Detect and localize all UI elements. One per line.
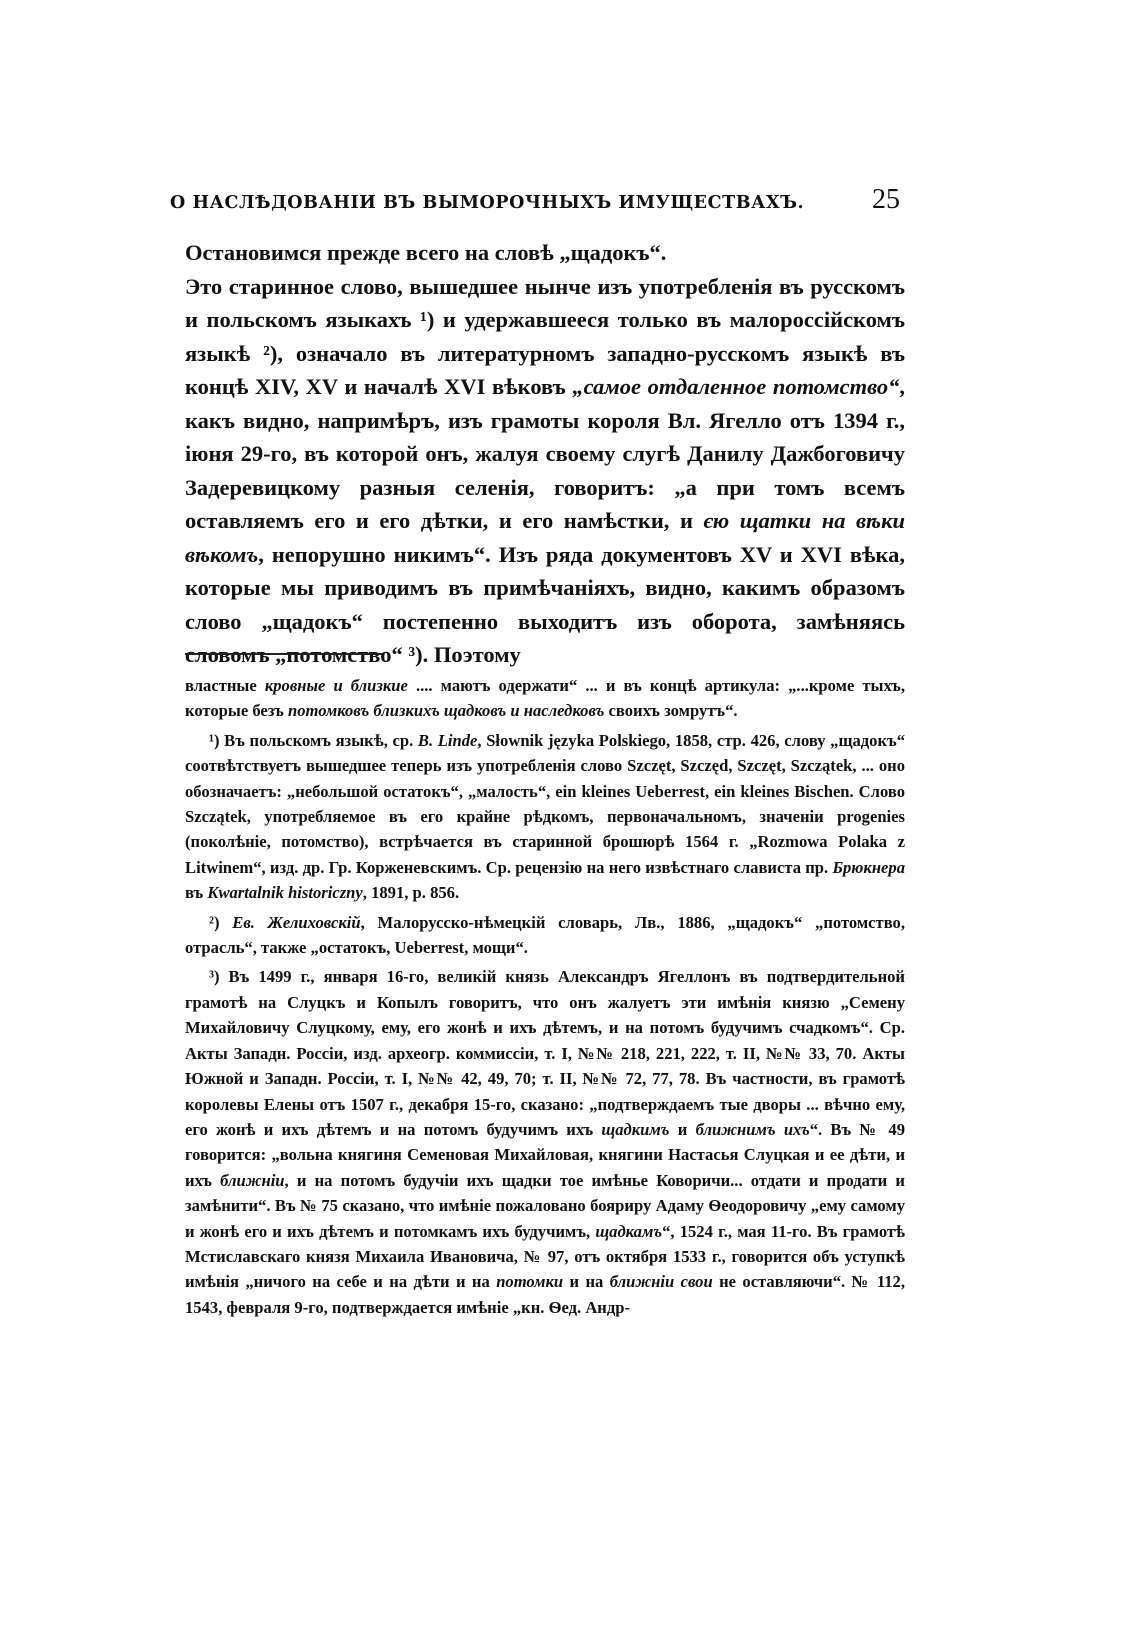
footnote-continuation bbox=[185, 673, 905, 724]
paragraph-2-part-e: , непорушно никимъ“. Изъ ряда документовъ XV и XVI вѣка, которые мы приводимъ въ примѣчаніяхъ, видно, какимъ образомъ слово „щадокъ“ постепенно выходитъ изъ оборота, замѣняясь словомъ „потомство“ ³). Поэтому bbox=[185, 541, 905, 667]
running-header bbox=[170, 184, 900, 216]
note3-part-a: ³) Въ 1499 г., января 16-го, великій князь Александръ Ягеллонъ въ подтвердительной грамотѣ на Слуцкъ и Копылъ говоритъ, что онъ жалуетъ эти имѣнія князю „Семену Михайловичу Слуцкому, ему, его жонѣ и ихъ дѣтемъ, и на потомъ будучимъ счадкомъ“. Ср. Акты Западн. Россіи, изд. археогр. коммиссіи, т. I, №№ 218, 221, 222, т. II, №№ 33, 70. Акты Южной и Западн. Россіи, т. I, №№ 42, 49, 70; т. II, №№ 72, 77, 78. Въ частности, въ грамотѣ королевы Елены отъ 1507 г., декабря 15-го, сказано: „подтверждаемъ тые дворы ... вѣчно ему, его жонѣ и ихъ дѣтемъ и на потомъ будучимъ ихъ bbox=[185, 967, 905, 1139]
note3-emphasis-h: щадкамъ bbox=[595, 1221, 663, 1241]
note2-author: Ев. Желиховскій bbox=[232, 912, 361, 932]
note1-journal: Kwartalnik historiczny bbox=[207, 883, 363, 903]
cont-emphasis-b: потомковъ близкихъ щадковъ и наследковъ bbox=[288, 701, 605, 721]
cont-emphasis-a: кровные и близкие bbox=[264, 676, 408, 695]
header-title: О НАСЛѢДОВАНІИ ВЪ ВЫМОРОЧНЫХЪ ИМУЩЕСТВАХЪ. bbox=[170, 193, 805, 213]
note3-part-m: не оставляючи“. № 112, 1543, февраля 9-го, подтверждается имѣніе „кн. Ѳед. Андр- bbox=[185, 1272, 905, 1317]
paragraph-2 bbox=[185, 270, 905, 672]
footnote-3 bbox=[185, 964, 905, 1320]
note3-part-e: “. Въ № 49 говорится: „вольна княгиня Семеновая Михайловая, княгини Настасья Слуцкая и ее дѣти, и ихъ bbox=[185, 1119, 906, 1190]
note3-emphasis-d: ближнимъ ихъ bbox=[695, 1119, 810, 1139]
note1-part-e: въ bbox=[185, 883, 208, 903]
paragraph-2-part-a: Это старинное слово, вышедшее нынче изъ употребленія въ русскомъ и польскомъ языкахъ ¹) и удержавшееся только въ малороссійскомъ языкѣ ²), означало въ литературномъ западно-русскомъ языкѣ въ концѣ XIV, XV и началѣ XVI вѣковъ bbox=[185, 273, 905, 399]
note1-part-c: , Słownik języka Polskiego, 1858, стр. 426, слову „щадокъ“ соотвѣтствуетъ вышедшее теперь изъ употребленія слово Szczęt, Szczęd, Szczęt, Szczątek, ... оно обозначаетъ: „небольшой остатокъ“, „малость“, ein kleines Ueberrest, ein kleines Bischen. Слово Szczątek, употребляемое въ его крайне рѣдкомъ, первоначальномъ, значеніи progenies (поколѣніе, потомство), встрѣчается въ старинной брошюрѣ 1564 г. „Rozmowa Polaka z Litwinem“, изд. др. Гр. Корженевскимъ. Ср. рецензію на него извѣстнаго слависта пр. bbox=[185, 730, 905, 877]
note3-emphasis-j: потомки bbox=[496, 1272, 564, 1292]
cont-part-c: .... маютъ одержати“ ... и въ концѣ артикула: „...кроме тыхъ, которые безъ bbox=[185, 676, 905, 721]
note3-part-k: и на bbox=[563, 1272, 610, 1292]
cont-part-a: властные bbox=[185, 676, 265, 695]
note1-part-g: , 1891, p. 856. bbox=[362, 883, 460, 903]
paragraph-2-emphasis-b: єю щатки на вѣки вѣкомъ bbox=[185, 508, 905, 567]
paragraph-2-part-c: , какъ видно, напримѣръ, изъ грамоты короля Вл. Ягелло отъ 1394 г., іюня 29-го, въ которой онъ, жалуя своему слугѣ Данилу Дажбоговичу Задеревицкому разныя селенія, говоритъ: „а при томъ всемъ оставляемъ его и его дѣтки, и его намѣстки, и bbox=[185, 374, 905, 533]
footnote-1 bbox=[185, 728, 905, 906]
footnotes bbox=[185, 673, 905, 1324]
footnote-divider bbox=[185, 653, 383, 655]
note3-emphasis-f: ближніи bbox=[220, 1170, 285, 1190]
note3-part-c: и bbox=[669, 1119, 696, 1139]
note1-author: B. Linde bbox=[417, 730, 478, 750]
note3-part-i: “, 1524 г., мая 11-го. Въ грамотѣ Мстиславскаго князя Михаила Ивановича, № 97, отъ октября 1533 г., говорится объ уступкѣ имѣнія „ничого на себе и на дѣти и на bbox=[185, 1221, 906, 1292]
footnote-2 bbox=[185, 910, 905, 961]
note2-part-c: , Малорусско-нѣмецкій словарь, Лв., 1886, „щадокъ“ „потомство, отрасль“, также „остатокъ, Ueberrest, мощи“. bbox=[185, 912, 905, 958]
main-text bbox=[185, 236, 905, 672]
page-number: 25 bbox=[872, 184, 900, 215]
paragraph-1: Остановимся прежде всего на словѣ „щадокъ“. bbox=[185, 240, 667, 265]
paragraph-2-emphasis-a: „самое отдаленное потомство“ bbox=[572, 374, 900, 399]
note1-part-a: ¹) Въ польскомъ языкѣ, ср. bbox=[209, 730, 418, 750]
note3-emphasis-l: ближніи свои bbox=[609, 1272, 713, 1292]
cont-part-e: своихъ зомрутъ“. bbox=[604, 701, 738, 721]
note2-part-a: ²) bbox=[209, 912, 233, 932]
note3-part-g: , и на потомъ будучіи ихъ щадки тое имѣнье Коворичи... отдати и продати и замѣнити“. Въ № 75 сказано, что имѣніе пожаловано бояриру Адаму Ѳеодоровичу „ему самому и жонѣ его и ихъ дѣтемъ и потомкамъ ихъ будучимъ, bbox=[185, 1170, 905, 1241]
note3-emphasis-b: щадкимъ bbox=[601, 1119, 670, 1139]
note1-scholar: Брюкнера bbox=[832, 857, 905, 877]
